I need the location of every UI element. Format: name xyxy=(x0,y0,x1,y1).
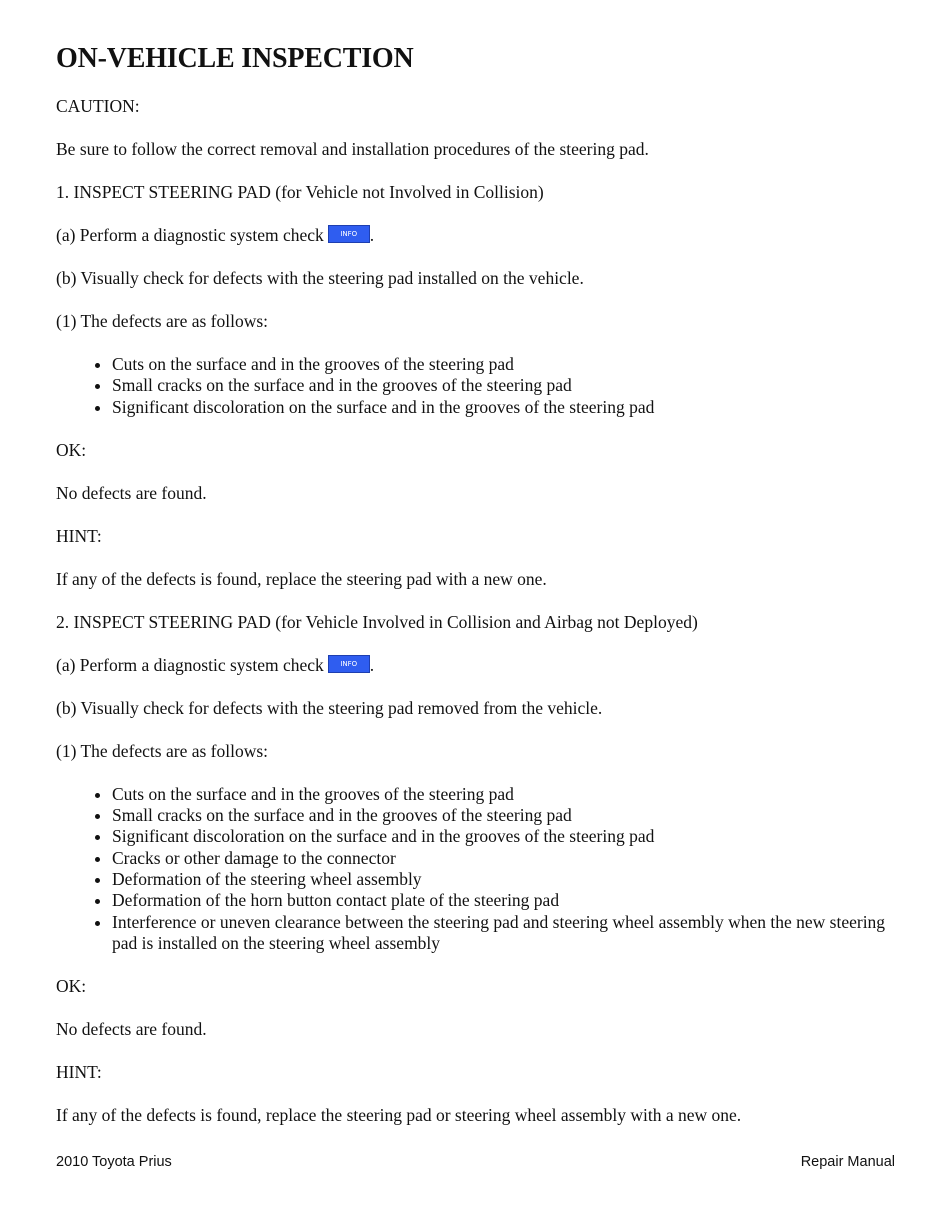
list-item: • Small cracks on the surface and in the grooves of the steering pad xyxy=(112,805,896,826)
section2-step-a-text: (a) Perform a diagnostic system check xyxy=(56,654,324,675)
caution-text: Be sure to follow the correct removal and installation procedures of the steering pad. xyxy=(56,139,649,159)
page-title: ON-VEHICLE INSPECTION xyxy=(56,43,414,74)
section2-hint-text: If any of the defects is found, replace the steering pad or steering wheel assembly with a new one. xyxy=(56,1105,742,1126)
info-link-button[interactable]: INFO xyxy=(328,655,370,673)
info-link-button[interactable]: INFO xyxy=(328,225,370,243)
section1-hint-text: If any of the defects is found, replace the steering pad with a new one. xyxy=(56,568,547,589)
list-item: • Cuts on the surface and in the grooves of the steering pad xyxy=(112,784,896,805)
section1-heading: 1. INSPECT STEERING PAD (for Vehicle not Involved in Collision) xyxy=(56,182,544,202)
section2-defect-list xyxy=(56,784,896,954)
page-footer xyxy=(56,1154,895,1174)
list-item: • Deformation of the steering wheel assembly xyxy=(112,869,896,890)
section1-ok-label: OK: xyxy=(56,439,87,460)
section1-hint-label: HINT: xyxy=(56,525,102,546)
section2-hint-label: HINT: xyxy=(56,1062,102,1083)
list-item: • Deformation of the horn button contact plate of the steering pad xyxy=(112,890,896,911)
list-item: • Significant discoloration on the surface and in the grooves of the steering pad xyxy=(112,826,896,847)
caution-label: CAUTION: xyxy=(56,96,140,116)
section2-step-1: (1) The defects are as follows: xyxy=(56,740,269,761)
footer-vehicle: 2010 Toyota Prius xyxy=(56,1154,172,1170)
section2-step-b: (b) Visually check for defects with the steering pad removed from the vehicle. xyxy=(56,697,603,718)
section2-ok-label: OK: xyxy=(56,976,87,997)
section2-ok-text: No defects are found. xyxy=(56,1019,207,1040)
list-item: • Small cracks on the surface and in the grooves of the steering pad xyxy=(112,375,896,396)
section1-defect-list xyxy=(56,354,896,418)
section1-step-a-text: (a) Perform a diagnostic system check xyxy=(56,225,324,245)
list-item: • Significant discoloration on the surface and in the grooves of the steering pad xyxy=(112,397,896,418)
footer-manual: Repair Manual xyxy=(800,1154,895,1170)
list-item: • Cuts on the surface and in the grooves of the steering pad xyxy=(112,354,896,375)
section1-step-1: (1) The defects are as follows: xyxy=(56,311,269,331)
section1-ok-text: No defects are found. xyxy=(56,482,207,503)
section2-heading: 2. INSPECT STEERING PAD (for Vehicle Involved in Collision and Airbag not Deployed) xyxy=(56,611,698,632)
section1-step-a: (a) Perform a diagnostic system check INFO . xyxy=(56,225,375,245)
section1-step-b: (b) Visually check for defects with the steering pad installed on the vehicle. xyxy=(56,268,584,288)
list-item: • Interference or uneven clearance between the steering pad and steering wheel assembly when the new steering pad is installed on the steering wheel assembly xyxy=(112,912,896,955)
list-item: • Cracks or other damage to the connector xyxy=(112,848,896,869)
section2-step-a: (a) Perform a diagnostic system check INFO . xyxy=(56,654,375,675)
document-page xyxy=(56,40,896,1148)
